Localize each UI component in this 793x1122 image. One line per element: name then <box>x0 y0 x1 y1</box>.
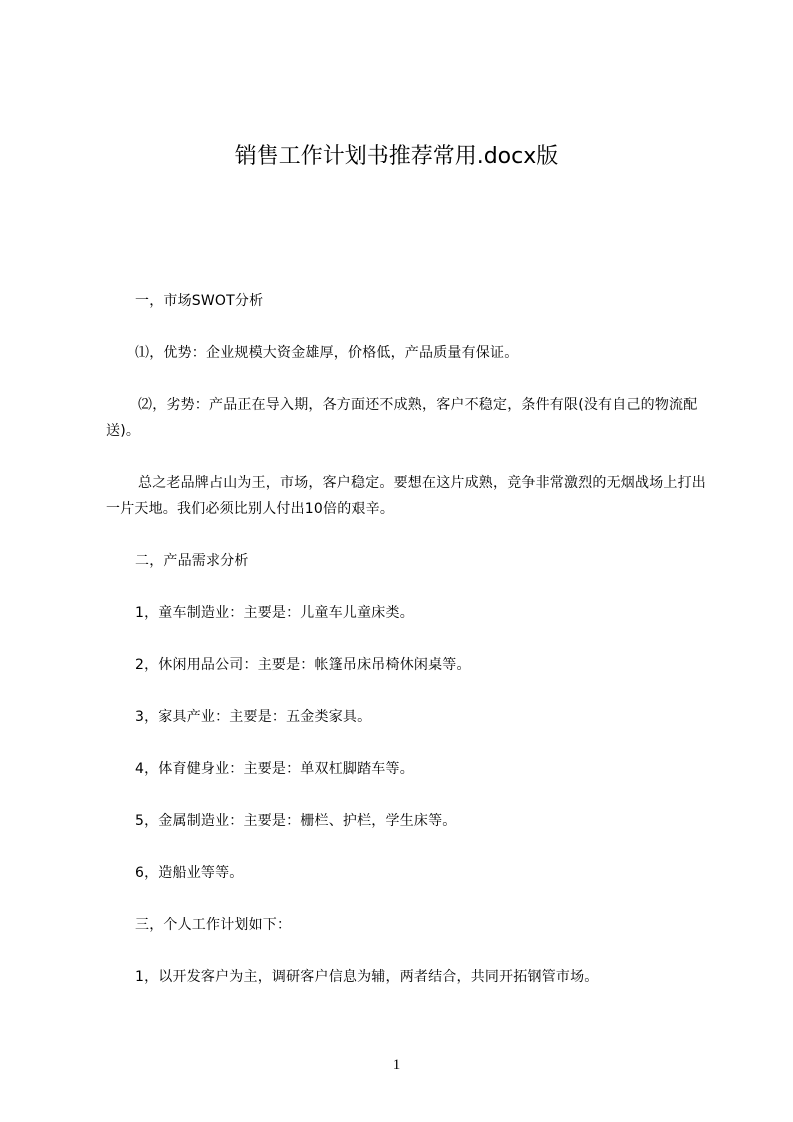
section-heading-demand: 二，产品需求分析 <box>135 553 249 569</box>
list-item-demand-2: 2，休闲用品公司：主要是：帐篷吊床吊椅休闲桌等。 <box>135 657 471 673</box>
list-item-plan-1: 1，以开发客户为主，调研客户信息为辅，两者结合，共同开拓钢管市场。 <box>135 969 599 985</box>
page-number: 1 <box>392 1057 401 1073</box>
list-item-demand-4: 4，体育健身业：主要是：单双杠脚踏车等。 <box>135 761 414 777</box>
document-title: 销售工作计划书推荐常用.docx版 <box>234 144 559 169</box>
paragraph-summary: 总之老品牌占山为王，市场，客户稳定。要想在这片成熟，竞争非常激烈的无烟战场上打出一片天地。我们必须比别人付出10倍的艰辛。 <box>106 475 706 517</box>
paragraph-strengths: ⑴，优势：企业规模大资金雄厚，价格低，产品质量有保证。 <box>135 345 519 361</box>
paragraph-weaknesses: ⑵，劣势：产品正在导入期，各方面还不成熟，客户不稳定，条件有限(没有自己的物流配送)。 <box>106 397 698 439</box>
list-item-demand-1: 1，童车制造业：主要是：儿童车儿童床类。 <box>135 605 414 621</box>
section-heading-swot: 一，市场SWOT分析 <box>135 293 264 309</box>
section-heading-plan: 三，个人工作计划如下： <box>135 917 292 933</box>
list-item-demand-6: 6，造船业等等。 <box>135 865 244 881</box>
list-item-demand-5: 5，金属制造业：主要是：栅栏、护栏，学生床等。 <box>135 813 457 829</box>
list-item-demand-3: 3，家具产业：主要是：五金类家具。 <box>135 709 372 725</box>
document-body <box>106 288 706 1016</box>
